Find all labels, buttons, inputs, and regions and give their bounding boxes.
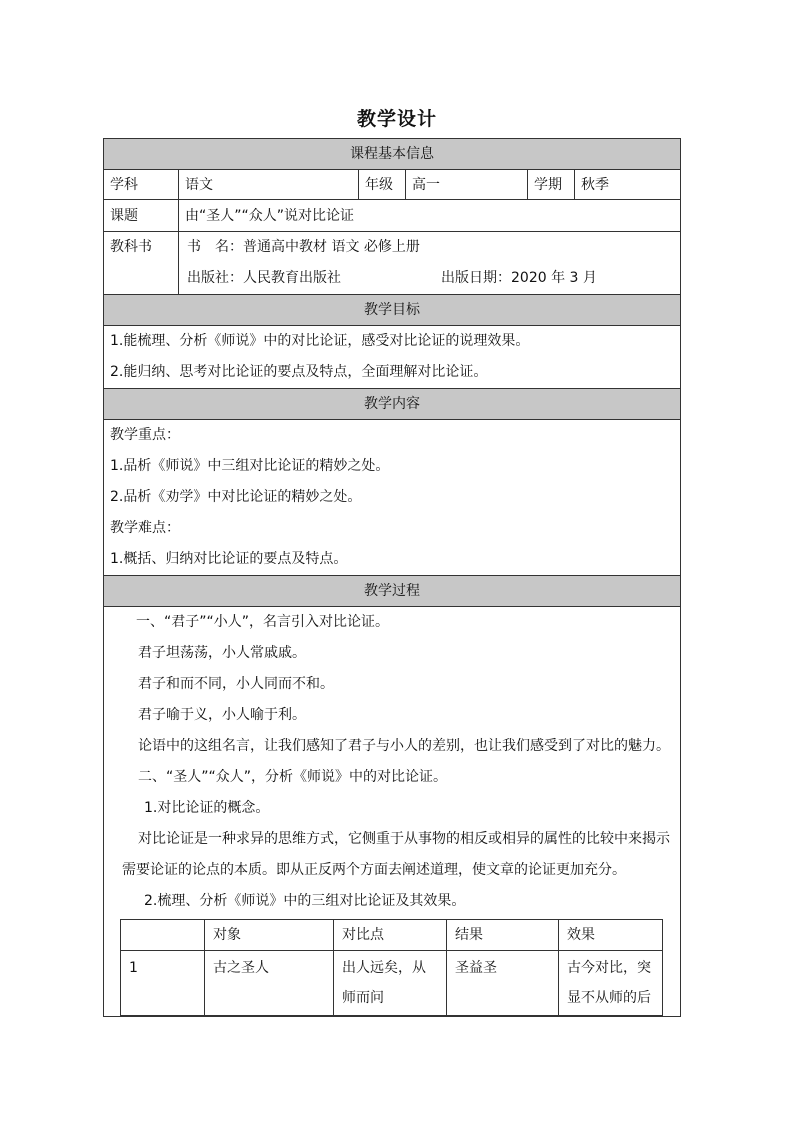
goals-body: [104, 326, 681, 389]
goal-item: 1.能梳理、分析《师说》中的对比论证，感受对比论证的说理效果。: [110, 333, 530, 349]
process-cell: [104, 607, 681, 1017]
contrast-row-point: 出人远矣，从师而问: [334, 951, 447, 1016]
goals-cell: [104, 326, 681, 389]
subject-value: 语文: [179, 170, 359, 200]
key-points-label: 教学重点：: [110, 427, 180, 443]
section-header-goals: [104, 295, 681, 326]
contrast-header-object: 对象: [205, 920, 334, 951]
grade-value: 高一: [406, 170, 528, 200]
section-title-content: 教学内容: [104, 389, 681, 420]
process-line: 君子和而不同，小人同而不和。: [138, 676, 334, 692]
grade-label: 年级: [359, 170, 406, 200]
subject-label: 学科: [104, 170, 179, 200]
info-row-subject: [104, 170, 681, 200]
lesson-plan-table: [103, 138, 681, 1017]
process-line: 论语中的这组名言，让我们感知了君子与小人的差别，也让我们感受到了对比的魅力。: [138, 738, 670, 754]
section-header-content: [104, 389, 681, 420]
process-line: 君子坦荡荡，小人常戚戚。: [138, 645, 306, 661]
book-name: 书 名：普通高中教材 语文 必修上册: [187, 239, 420, 255]
book-pub-date: 出版日期：2020 年 3 月: [441, 270, 597, 286]
goal-item: 2.能归纳、思考对比论证的要点及特点，全面理解对比论证。: [110, 364, 488, 380]
info-row-topic: [104, 200, 681, 232]
process-line: 对比论证是一种求异的思维方式，它侧重于从事物的相反或相异的属性的比较中来揭示: [138, 831, 670, 847]
difficulty-label: 教学难点：: [110, 520, 180, 536]
process-line: 1.对比论证的概念。: [144, 800, 270, 816]
key-point-item: 1.品析《师说》中三组对比论证的精妙之处。: [110, 458, 390, 474]
key-point-item: 2.品析《劝学》中对比论证的精妙之处。: [110, 489, 362, 505]
textbook-info: [179, 232, 681, 295]
section-title-basic: 课程基本信息: [104, 139, 681, 170]
contrast-header-result: 结果: [447, 920, 559, 951]
contrast-row-no: 1: [121, 951, 205, 1016]
contrast-header-point: 对比点: [334, 920, 447, 951]
topic-label: 课题: [104, 200, 179, 232]
section-title-process: 教学过程: [104, 576, 681, 607]
content-cell: [104, 420, 681, 576]
content-body: [104, 420, 681, 576]
contrast-row-effect: 古今对比，突显不从师的后: [559, 951, 663, 1016]
section-header-basic: [104, 139, 681, 170]
process-line: 二、“圣人”“众人”，分析《师说》中的对比论证。: [138, 769, 448, 785]
contrast-table-row: [121, 951, 663, 1016]
term-value: 秋季: [575, 170, 681, 200]
book-publisher: 出版社：人民教育出版社: [187, 270, 341, 286]
process-line: 2.梳理、分析《师说》中的三组对比论证及其效果。: [144, 893, 466, 909]
contrast-table-header: [121, 920, 663, 951]
textbook-label: 教科书: [104, 232, 179, 295]
page-title: 教学设计: [356, 108, 437, 130]
contrast-header-no: [121, 920, 205, 951]
contrast-header-effect: 效果: [559, 920, 663, 951]
process-line: 需要论证的论点的本质。即从正反两个方面去阐述道理，使文章的论证更加充分。: [122, 862, 626, 878]
contrast-row-result: 圣益圣: [447, 951, 559, 1016]
section-title-goals: 教学目标: [104, 295, 681, 326]
contrast-analysis-table: [120, 919, 663, 1016]
term-label: 学期: [528, 170, 575, 200]
section-header-process: [104, 576, 681, 607]
process-line: 君子喻于义，小人喻于利。: [138, 707, 306, 723]
process-body: [104, 607, 681, 1017]
process-line: 一、“君子”“小人”，名言引入对比论证。: [136, 614, 390, 630]
book-publisher-line: [179, 263, 680, 294]
difficulty-item: 1.概括、归纳对比论证的要点及特点。: [110, 551, 348, 567]
info-row-textbook: [104, 232, 681, 295]
contrast-row-object: 古之圣人: [205, 951, 334, 1016]
topic-value: 由“圣人”“众人”说对比论证: [179, 200, 681, 232]
